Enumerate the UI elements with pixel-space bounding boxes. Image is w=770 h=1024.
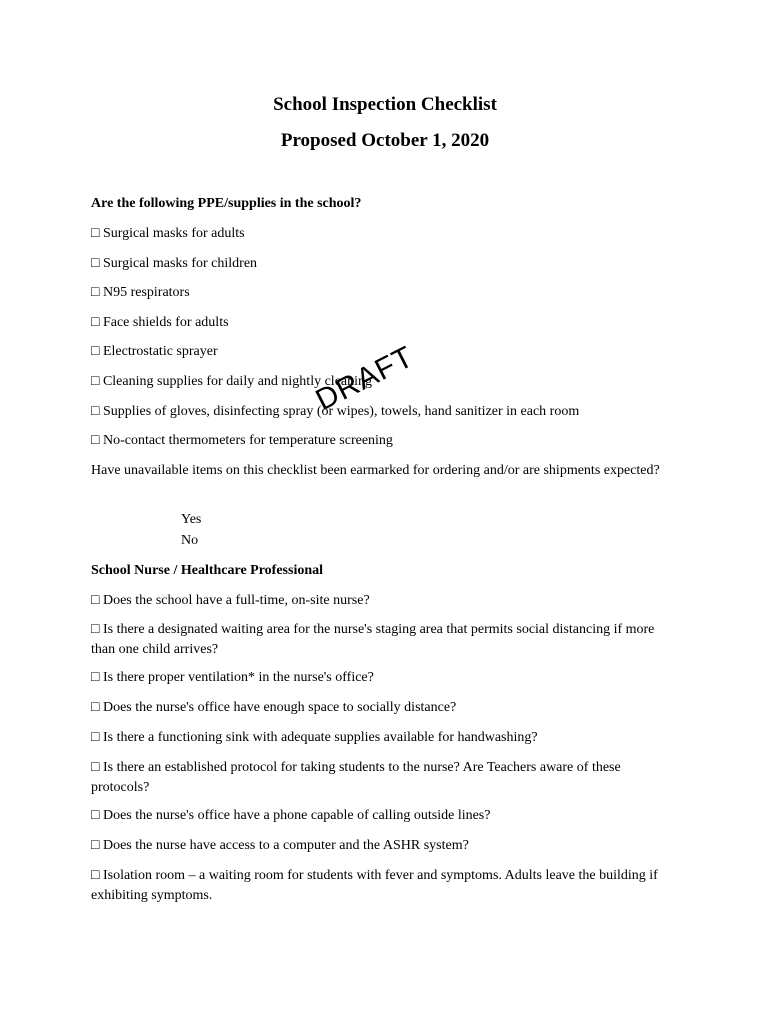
document-subtitle: Proposed October 1, 2020 (280, 130, 490, 151)
ppe-item-surgical-masks-children[interactable]: □ Surgical masks for children (91, 256, 258, 271)
nurse-item-phone[interactable]: □ Does the nurse's office have a phone capable of calling outside lines? (91, 808, 491, 823)
nurse-item-protocol[interactable]: □ Is there an established protocol for taking students to the nurse? Are Teachers aware of these protocols? (91, 760, 621, 795)
nurse-heading: School Nurse / Healthcare Professional (91, 563, 324, 578)
document-title: School Inspection Checklist (273, 94, 497, 115)
nurse-item-full-time-nurse[interactable]: □ Does the school have a full-time, on-site nurse? (91, 593, 370, 608)
ppe-item-face-shields[interactable]: □ Face shields for adults (91, 315, 229, 330)
nurse-item-isolation-room[interactable]: □ Isolation room – a waiting room for students with fever and symptoms. Adults leave the building if exhibiting symptoms. (91, 868, 658, 903)
nurse-item-waiting-area[interactable]: □ Is there a designated waiting area for the nurse's staging area that permits social distancing if more than one child arrives? (91, 622, 655, 657)
ppe-item-n95-respirators[interactable]: □ N95 respirators (91, 285, 190, 300)
ppe-item-thermometers[interactable]: □ No-contact thermometers for temperature screening (91, 433, 393, 448)
ppe-item-electrostatic-sprayer[interactable]: □ Electrostatic sprayer (91, 344, 218, 359)
ppe-item-surgical-masks-adults[interactable]: □ Surgical masks for adults (91, 226, 245, 241)
draft-watermark: DRAFT (310, 340, 420, 418)
nurse-item-ventilation[interactable]: □ Is there proper ventilation* in the nurse's office? (91, 670, 374, 685)
ppe-heading: Are the following PPE/supplies in the school? (91, 196, 362, 211)
nurse-item-office-space[interactable]: □ Does the nurse's office have enough space to socially distance? (91, 700, 457, 715)
nurse-item-computer-ashr[interactable]: □ Does the nurse have access to a computer and the ASHR system? (91, 838, 469, 853)
ppe-item-gloves-spray-towels[interactable]: □ Supplies of gloves, disinfecting spray (or wipes), towels, hand sanitizer in each room (91, 404, 580, 419)
option-yes[interactable]: Yes (181, 512, 202, 527)
nurse-item-sink[interactable]: □ Is there a functioning sink with adequate supplies available for handwashing? (91, 730, 538, 745)
ppe-ordering-question: Have unavailable items on this checklist been earmarked for ordering and/or are shipments expected? (91, 463, 660, 478)
option-no[interactable]: No (181, 533, 199, 548)
ppe-item-cleaning-supplies[interactable]: □ Cleaning supplies for daily and nightly cleaning (91, 374, 373, 389)
